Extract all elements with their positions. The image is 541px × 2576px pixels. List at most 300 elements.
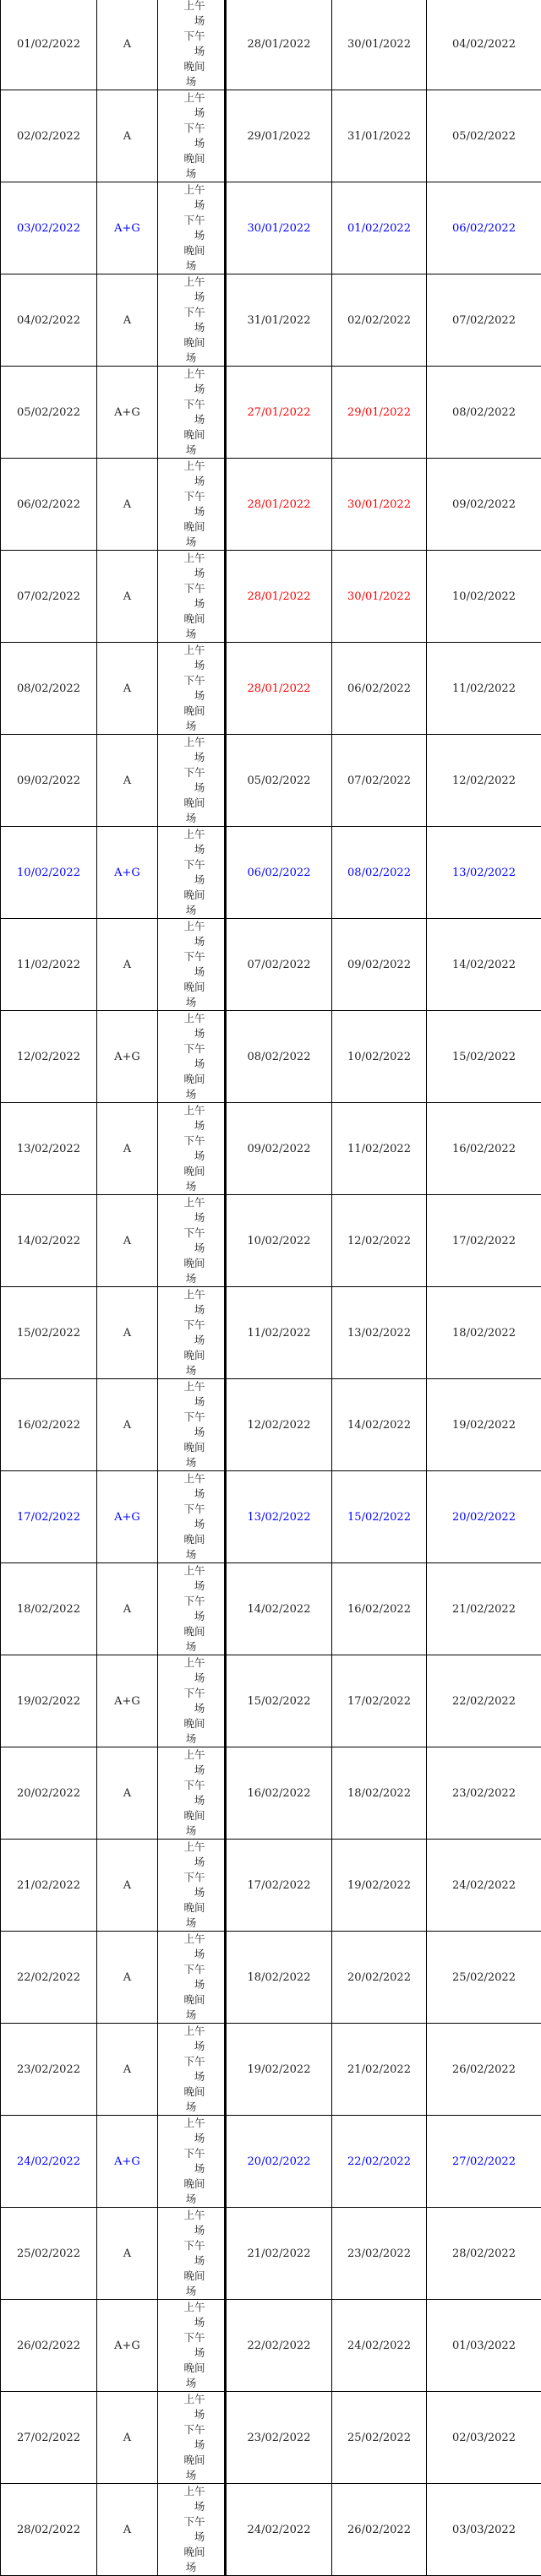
date-cell-2: 13/02/2022 (332, 1287, 427, 1379)
date-cell-3: 09/02/2022 (427, 459, 541, 551)
session-cell (158, 1195, 226, 1287)
date-cell-2: 18/02/2022 (332, 1747, 427, 1840)
session-label: 下午 (158, 2330, 224, 2345)
type-cell: A+G (97, 1011, 158, 1103)
type-cell: A (97, 1379, 158, 1471)
session-label: 上午 (158, 0, 224, 14)
session-cell (158, 90, 226, 182)
date-cell-3: 03/03/2022 (427, 2484, 541, 2576)
session-label: 场 (158, 1763, 224, 1778)
session-label: 上午 (158, 274, 224, 290)
date-cell-2: 31/01/2022 (332, 90, 427, 182)
date-cell-1: 07/02/2022 (226, 919, 332, 1011)
session-label: 晚间 (158, 980, 224, 995)
session-label: 上午 (158, 2116, 224, 2131)
session-label: 场 (158, 1579, 224, 1594)
session-label: 场 (158, 1057, 224, 1072)
session-label: 下午 (158, 489, 224, 504)
session-label: 晚间 (158, 2269, 224, 2284)
session-label: 晚间 (158, 1624, 224, 1639)
session-cell (158, 1655, 226, 1747)
session-label: 晚间 (158, 2453, 224, 2468)
session-label: 上午 (158, 735, 224, 750)
date-cell: 03/02/2022 (1, 182, 97, 274)
session-label: 下午 (158, 397, 224, 412)
session-label: 下午 (158, 765, 224, 780)
session-label: 晚间 (158, 335, 224, 351)
session-label: 上午 (158, 2484, 224, 2499)
date-cell: 27/02/2022 (1, 2392, 97, 2484)
session-label: 场 (158, 811, 224, 826)
date-cell-2: 07/02/2022 (332, 735, 427, 827)
session-label: 场 (158, 228, 224, 243)
type-cell: A (97, 1563, 158, 1655)
date-cell-2: 30/01/2022 (332, 551, 427, 643)
session-label: 场 (158, 1333, 224, 1348)
date-cell-3: 13/02/2022 (427, 827, 541, 919)
date-cell: 25/02/2022 (1, 2208, 97, 2300)
session-label: 场 (158, 1026, 224, 1041)
session-label: 场 (158, 44, 224, 59)
session-label: 场 (158, 1701, 224, 1716)
session-label: 下午 (158, 1778, 224, 1793)
date-cell-1: 29/01/2022 (226, 90, 332, 182)
session-label: 上午 (158, 551, 224, 566)
session-label: 晚间 (158, 1808, 224, 1823)
session-label: 上午 (158, 2024, 224, 2039)
date-cell: 26/02/2022 (1, 2300, 97, 2392)
session-label: 场 (158, 2284, 224, 2299)
session-label: 场 (158, 1855, 224, 1870)
type-cell: A (97, 1840, 158, 1932)
date-cell: 10/02/2022 (1, 827, 97, 919)
type-cell: A (97, 735, 158, 827)
session-label: 场 (158, 842, 224, 857)
session-label: 场 (158, 535, 224, 550)
session-label: 下午 (158, 305, 224, 320)
session-label: 下午 (158, 2146, 224, 2161)
session-label: 下午 (158, 1318, 224, 1333)
table-row (1, 919, 541, 1011)
session-label: 上午 (158, 459, 224, 474)
session-label: 场 (158, 1547, 224, 1562)
session-cell (158, 2116, 226, 2208)
session-label: 场 (158, 903, 224, 918)
session-label: 场 (158, 1486, 224, 1502)
date-cell-3: 25/02/2022 (427, 1932, 541, 2024)
session-label: 下午 (158, 121, 224, 136)
type-cell: A (97, 2024, 158, 2116)
session-label: 晚间 (158, 151, 224, 166)
session-label: 上午 (158, 1563, 224, 1579)
session-label: 下午 (158, 1594, 224, 1609)
date-cell-3: 15/02/2022 (427, 1011, 541, 1103)
session-label: 场 (158, 2069, 224, 2084)
schedule-body (1, 0, 541, 2576)
session-cell (158, 1932, 226, 2024)
session-cell (158, 1563, 226, 1655)
date-cell-1: 28/01/2022 (226, 459, 332, 551)
type-cell: A (97, 1932, 158, 2024)
date-cell-2: 19/02/2022 (332, 1840, 427, 1932)
session-label: 上午 (158, 1655, 224, 1671)
session-label: 场 (158, 2039, 224, 2054)
date-cell: 08/02/2022 (1, 643, 97, 735)
date-cell-2: 16/02/2022 (332, 1563, 427, 1655)
date-cell-1: 15/02/2022 (226, 1655, 332, 1747)
session-cell (158, 2024, 226, 2116)
date-cell-2: 29/01/2022 (332, 367, 427, 459)
session-label: 上午 (158, 1103, 224, 1118)
date-cell: 28/02/2022 (1, 2484, 97, 2576)
type-cell: A (97, 643, 158, 735)
date-cell-2: 14/02/2022 (332, 1379, 427, 1471)
date-cell-2: 17/02/2022 (332, 1655, 427, 1747)
session-label: 场 (158, 1149, 224, 1164)
session-label: 场 (158, 1302, 224, 1318)
session-label: 场 (158, 14, 224, 29)
date-cell-1: 23/02/2022 (226, 2392, 332, 2484)
session-label: 场 (158, 750, 224, 765)
session-label: 场 (158, 1916, 224, 1931)
session-label: 晚间 (158, 2084, 224, 2100)
session-label: 下午 (158, 1870, 224, 1885)
session-label: 场 (158, 2560, 224, 2575)
session-label: 上午 (158, 182, 224, 198)
table-row (1, 0, 541, 90)
date-cell-2: 20/02/2022 (332, 1932, 427, 2024)
session-label: 场 (158, 258, 224, 274)
session-label: 场 (158, 2499, 224, 2514)
session-cell (158, 459, 226, 551)
table-row (1, 827, 541, 919)
date-cell-1: 28/01/2022 (226, 643, 332, 735)
session-label: 场 (158, 2223, 224, 2238)
date-cell-3: 10/02/2022 (427, 551, 541, 643)
date-cell: 11/02/2022 (1, 919, 97, 1011)
type-cell: A+G (97, 1655, 158, 1747)
date-cell-1: 30/01/2022 (226, 182, 332, 274)
table-row (1, 1655, 541, 1747)
session-label: 场 (158, 1977, 224, 1992)
session-label: 场 (158, 658, 224, 673)
date-cell-3: 16/02/2022 (427, 1103, 541, 1195)
table-row (1, 459, 541, 551)
date-cell-2: 12/02/2022 (332, 1195, 427, 1287)
table-row (1, 1471, 541, 1563)
date-cell-1: 06/02/2022 (226, 827, 332, 919)
date-cell-3: 23/02/2022 (427, 1747, 541, 1840)
date-cell: 24/02/2022 (1, 2116, 97, 2208)
date-cell-3: 14/02/2022 (427, 919, 541, 1011)
date-cell: 19/02/2022 (1, 1655, 97, 1747)
session-label: 晚间 (158, 611, 224, 627)
date-cell-3: 12/02/2022 (427, 735, 541, 827)
date-cell-2: 24/02/2022 (332, 2300, 427, 2392)
type-cell: A (97, 2484, 158, 2576)
date-cell-3: 06/02/2022 (427, 182, 541, 274)
session-label: 晚间 (158, 59, 224, 74)
session-label: 场 (158, 2437, 224, 2453)
date-cell-1: 24/02/2022 (226, 2484, 332, 2576)
session-label: 场 (158, 1455, 224, 1470)
session-cell (158, 367, 226, 459)
date-cell-2: 26/02/2022 (332, 2484, 427, 2576)
session-label: 场 (158, 627, 224, 642)
table-row (1, 1747, 541, 1840)
session-label: 下午 (158, 673, 224, 688)
session-label: 场 (158, 965, 224, 980)
session-label: 下午 (158, 1410, 224, 1425)
session-label: 下午 (158, 1226, 224, 1241)
date-cell: 16/02/2022 (1, 1379, 97, 1471)
session-label: 上午 (158, 1932, 224, 1947)
date-cell-1: 28/01/2022 (226, 551, 332, 643)
date-cell-1: 12/02/2022 (226, 1379, 332, 1471)
session-cell (158, 0, 226, 90)
session-label: 场 (158, 2530, 224, 2545)
session-label: 晚间 (158, 1440, 224, 1455)
session-label: 场 (158, 596, 224, 611)
session-cell (158, 551, 226, 643)
date-cell-2: 01/02/2022 (332, 182, 427, 274)
session-label: 场 (158, 1425, 224, 1440)
type-cell: A (97, 274, 158, 367)
session-label: 场 (158, 106, 224, 121)
session-label: 场 (158, 688, 224, 704)
date-cell-3: 19/02/2022 (427, 1379, 541, 1471)
session-label: 晚间 (158, 796, 224, 811)
session-label: 场 (158, 1671, 224, 1686)
session-label: 场 (158, 2161, 224, 2177)
date-cell: 01/02/2022 (1, 0, 97, 90)
session-label: 下午 (158, 2238, 224, 2253)
date-cell-2: 30/01/2022 (332, 459, 427, 551)
date-cell-1: 18/02/2022 (226, 1932, 332, 2024)
date-cell: 18/02/2022 (1, 1563, 97, 1655)
date-cell-3: 20/02/2022 (427, 1471, 541, 1563)
session-label: 上午 (158, 90, 224, 106)
date-cell-1: 10/02/2022 (226, 1195, 332, 1287)
table-row (1, 2300, 541, 2392)
session-label: 场 (158, 1179, 224, 1194)
table-row (1, 1287, 541, 1379)
session-label: 上午 (158, 1840, 224, 1855)
session-cell (158, 1379, 226, 1471)
session-label: 场 (158, 198, 224, 213)
session-label: 上午 (158, 643, 224, 658)
session-cell (158, 2300, 226, 2392)
session-label: 场 (158, 872, 224, 888)
date-cell-1: 31/01/2022 (226, 274, 332, 367)
session-label: 场 (158, 1793, 224, 1808)
session-label: 场 (158, 2315, 224, 2330)
session-cell (158, 274, 226, 367)
type-cell: A+G (97, 367, 158, 459)
session-label: 晚间 (158, 1348, 224, 1363)
date-cell-1: 28/01/2022 (226, 0, 332, 90)
date-cell-3: 05/02/2022 (427, 90, 541, 182)
session-label: 晚间 (158, 1716, 224, 1731)
session-label: 下午 (158, 2422, 224, 2437)
session-label: 上午 (158, 2208, 224, 2223)
session-label: 晚间 (158, 1072, 224, 1087)
date-cell-2: 22/02/2022 (332, 2116, 427, 2208)
session-label: 上午 (158, 2392, 224, 2407)
session-label: 下午 (158, 1133, 224, 1149)
type-cell: A+G (97, 2300, 158, 2392)
session-label: 上午 (158, 1287, 224, 1302)
session-label: 场 (158, 2008, 224, 2023)
date-cell-1: 27/01/2022 (226, 367, 332, 459)
session-label: 场 (158, 351, 224, 366)
session-label: 下午 (158, 1041, 224, 1057)
session-label: 上午 (158, 1747, 224, 1763)
session-label: 场 (158, 74, 224, 90)
session-label: 场 (158, 719, 224, 734)
session-label: 晚间 (158, 704, 224, 719)
table-row (1, 90, 541, 182)
date-cell-3: 04/02/2022 (427, 0, 541, 90)
table-row (1, 1195, 541, 1287)
date-cell-1: 21/02/2022 (226, 2208, 332, 2300)
date-cell-1: 19/02/2022 (226, 2024, 332, 2116)
session-cell (158, 919, 226, 1011)
session-label: 晚间 (158, 1992, 224, 2008)
type-cell: A+G (97, 182, 158, 274)
date-cell-3: 26/02/2022 (427, 2024, 541, 2116)
date-cell-2: 25/02/2022 (332, 2392, 427, 2484)
date-cell-2: 23/02/2022 (332, 2208, 427, 2300)
session-cell (158, 1840, 226, 1932)
session-label: 场 (158, 412, 224, 427)
type-cell: A (97, 0, 158, 90)
session-label: 场 (158, 474, 224, 489)
table-row (1, 643, 541, 735)
date-cell-2: 10/02/2022 (332, 1011, 427, 1103)
table-row (1, 1840, 541, 1932)
table-row (1, 182, 541, 274)
session-label: 场 (158, 166, 224, 182)
session-label: 晚间 (158, 1164, 224, 1179)
session-label: 场 (158, 136, 224, 151)
session-label: 场 (158, 780, 224, 796)
session-label: 晚间 (158, 2545, 224, 2560)
date-cell-2: 02/02/2022 (332, 274, 427, 367)
date-cell: 02/02/2022 (1, 90, 97, 182)
date-cell: 09/02/2022 (1, 735, 97, 827)
date-cell-3: 24/02/2022 (427, 1840, 541, 1932)
session-label: 下午 (158, 213, 224, 228)
date-cell-3: 18/02/2022 (427, 1287, 541, 1379)
date-cell-2: 21/02/2022 (332, 2024, 427, 2116)
session-label: 场 (158, 1118, 224, 1133)
session-cell (158, 1471, 226, 1563)
session-label: 上午 (158, 919, 224, 934)
type-cell: A (97, 90, 158, 182)
date-cell: 13/02/2022 (1, 1103, 97, 1195)
session-label: 下午 (158, 857, 224, 872)
date-cell-1: 14/02/2022 (226, 1563, 332, 1655)
date-cell: 23/02/2022 (1, 2024, 97, 2116)
session-label: 上午 (158, 1195, 224, 1210)
session-label: 上午 (158, 827, 224, 842)
session-label: 晚间 (158, 519, 224, 535)
date-cell-2: 11/02/2022 (332, 1103, 427, 1195)
session-label: 场 (158, 2407, 224, 2422)
table-row (1, 2024, 541, 2116)
session-label: 场 (158, 934, 224, 949)
date-cell-3: 08/02/2022 (427, 367, 541, 459)
session-cell (158, 1011, 226, 1103)
session-label: 场 (158, 504, 224, 519)
date-cell-2: 06/02/2022 (332, 643, 427, 735)
date-cell-1: 05/02/2022 (226, 735, 332, 827)
session-label: 场 (158, 1241, 224, 1256)
session-cell (158, 1747, 226, 1840)
session-label: 上午 (158, 2300, 224, 2315)
table-row (1, 2392, 541, 2484)
date-cell-1: 09/02/2022 (226, 1103, 332, 1195)
table-row (1, 274, 541, 367)
session-label: 晚间 (158, 888, 224, 903)
session-label: 场 (158, 995, 224, 1010)
table-row (1, 551, 541, 643)
date-cell: 21/02/2022 (1, 1840, 97, 1932)
session-label: 场 (158, 1731, 224, 1747)
session-label: 场 (158, 566, 224, 581)
date-cell-1: 08/02/2022 (226, 1011, 332, 1103)
date-cell: 14/02/2022 (1, 1195, 97, 1287)
session-label: 场 (158, 382, 224, 397)
type-cell: A+G (97, 2116, 158, 2208)
session-label: 下午 (158, 29, 224, 44)
table-row (1, 1011, 541, 1103)
session-label: 上午 (158, 367, 224, 382)
session-cell (158, 735, 226, 827)
session-cell (158, 827, 226, 919)
date-cell: 05/02/2022 (1, 367, 97, 459)
date-cell: 07/02/2022 (1, 551, 97, 643)
date-cell: 04/02/2022 (1, 274, 97, 367)
table-row (1, 367, 541, 459)
date-cell: 12/02/2022 (1, 1011, 97, 1103)
session-label: 晚间 (158, 1256, 224, 1271)
session-cell (158, 1287, 226, 1379)
date-cell: 20/02/2022 (1, 1747, 97, 1840)
date-cell-3: 11/02/2022 (427, 643, 541, 735)
session-label: 晚间 (158, 243, 224, 258)
session-label: 晚间 (158, 1900, 224, 1916)
date-cell-3: 02/03/2022 (427, 2392, 541, 2484)
date-cell-3: 27/02/2022 (427, 2116, 541, 2208)
type-cell: A (97, 459, 158, 551)
type-cell: A+G (97, 827, 158, 919)
date-cell-2: 30/01/2022 (332, 0, 427, 90)
date-cell-2: 09/02/2022 (332, 919, 427, 1011)
date-cell-1: 13/02/2022 (226, 1471, 332, 1563)
table-row (1, 2208, 541, 2300)
table-row (1, 2116, 541, 2208)
session-label: 晚间 (158, 2361, 224, 2376)
session-label: 场 (158, 2100, 224, 2115)
session-label: 上午 (158, 1011, 224, 1026)
session-cell (158, 2392, 226, 2484)
date-cell-1: 22/02/2022 (226, 2300, 332, 2392)
date-cell-3: 28/02/2022 (427, 2208, 541, 2300)
type-cell: A (97, 1747, 158, 1840)
type-cell: A (97, 551, 158, 643)
